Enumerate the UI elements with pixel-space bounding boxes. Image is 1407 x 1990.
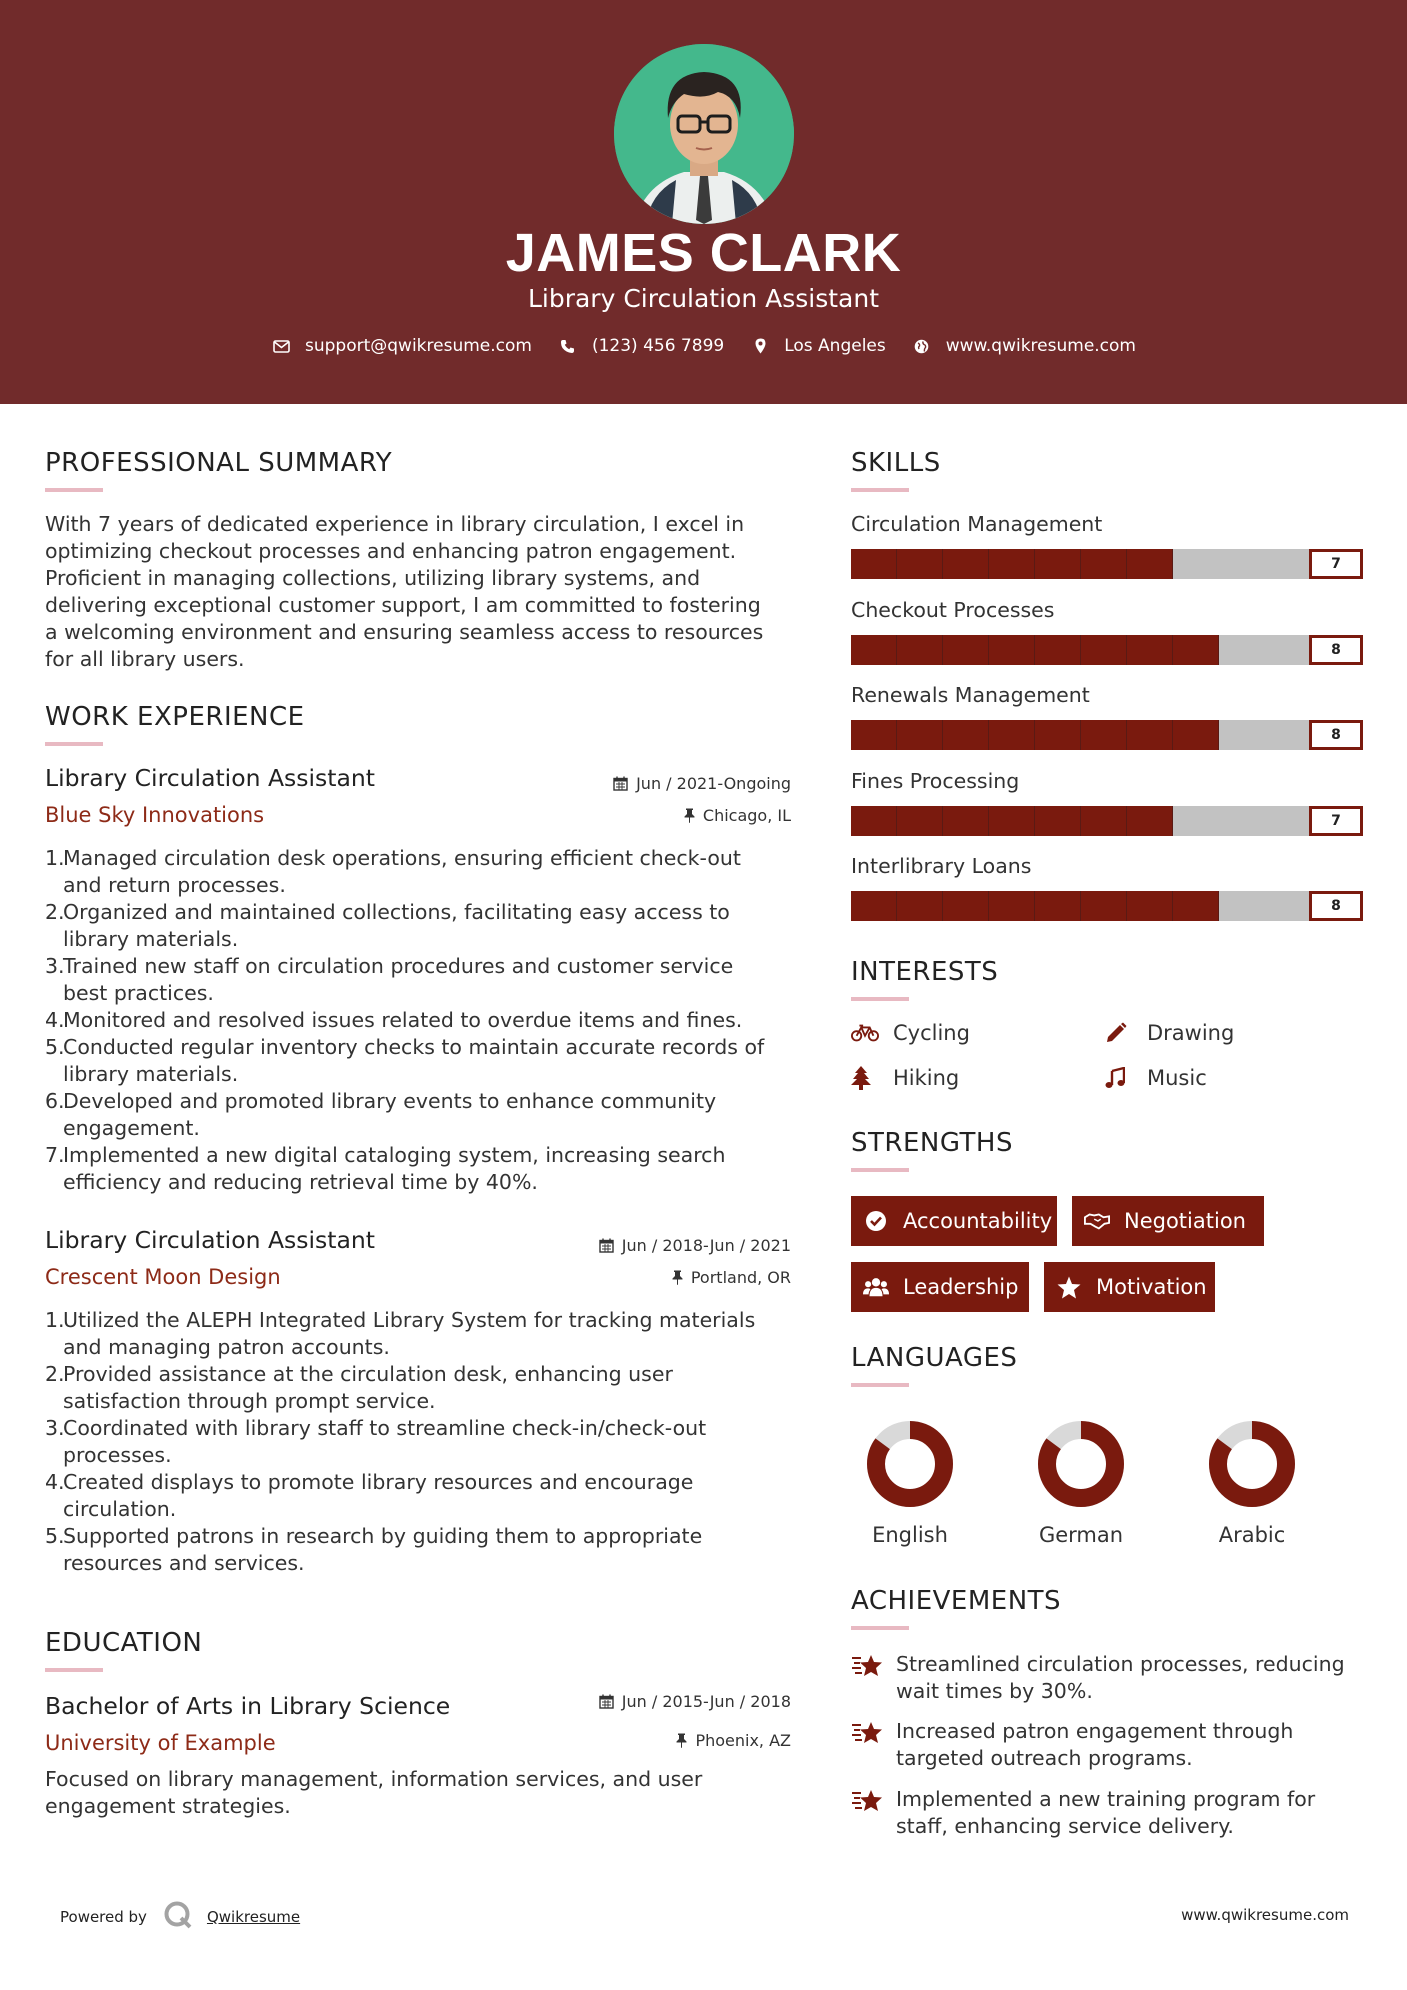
- summary-line: delivering exceptional customer support, I am committed to fostering: [45, 593, 761, 617]
- footer-website[interactable]: www.qwikresume.com: [1181, 1906, 1349, 1924]
- bicycle-icon: [851, 1019, 879, 1047]
- interest-music: [1105, 1064, 1207, 1092]
- powered-by-text: Powered by: [60, 1908, 147, 1926]
- strength-label: Negotiation: [1124, 1209, 1246, 1233]
- skill-level-segment: [1173, 720, 1219, 750]
- interest-label: Music: [1147, 1066, 1207, 1090]
- profile-photo: [614, 44, 794, 224]
- qwikresume-link[interactable]: Qwikresume: [206, 1908, 301, 1926]
- language-name: German: [1038, 1523, 1124, 1547]
- envelope-icon: [271, 336, 291, 356]
- skills-heading-underline: [851, 488, 909, 492]
- skill-level-segment: [897, 806, 943, 836]
- contact-website-text: www.qwikresume.com: [945, 336, 1136, 356]
- achievement-item: Streamlined circulation processes, reducing wait times by 30%.: [896, 1652, 1345, 1703]
- skill-name: Renewals Management: [851, 683, 1090, 707]
- calendar-icon: [613, 776, 628, 791]
- list-item: 7. Implemented a new digital cataloging system, increasing search efficiency and reducing retrieval time by 40%.: [45, 1143, 726, 1194]
- skill-level-segment: [1127, 635, 1173, 665]
- language-name: English: [872, 1523, 948, 1547]
- job-location-text: Chicago, IL: [702, 806, 791, 825]
- tree-icon: [851, 1064, 879, 1092]
- skill-level-segment: [943, 635, 989, 665]
- skill-level-segment: [1173, 635, 1219, 665]
- language-name: Arabic: [1218, 1523, 1286, 1547]
- interest-cycling: [851, 1019, 970, 1047]
- experience-heading-underline: [45, 742, 103, 746]
- list-item: 3. Coordinated with library staff to streamline check-in/check-out processes.: [45, 1416, 707, 1467]
- experience-heading: WORK EXPERIENCE: [45, 702, 305, 732]
- education-dates: [500, 1692, 791, 1711]
- contact-location: [750, 336, 886, 356]
- interests-heading-underline: [851, 997, 909, 1001]
- pencil-icon: [1105, 1019, 1133, 1047]
- skill-level-segment: [1173, 891, 1219, 921]
- job-company: Blue Sky Innovations: [45, 803, 265, 827]
- job-location: [500, 806, 791, 825]
- contact-phone[interactable]: [558, 336, 724, 356]
- skill-level-segment: [851, 635, 897, 665]
- check-circle-icon: [863, 1208, 889, 1234]
- job-duties-list: [45, 845, 805, 1196]
- star-icon: [1056, 1274, 1082, 1300]
- strength-label: Motivation: [1096, 1275, 1207, 1299]
- summary-line: optimizing checkout processes and enhancing patron engagement.: [45, 539, 737, 563]
- skill-level-segment: [897, 549, 943, 579]
- skill-level-segment: [1035, 549, 1081, 579]
- handshake-icon: [1084, 1208, 1110, 1234]
- pushpin-icon: [676, 1733, 687, 1748]
- footer-powered-by: [60, 1900, 300, 1934]
- skill-name: Interlibrary Loans: [851, 854, 1032, 878]
- interest-label: Hiking: [893, 1066, 960, 1090]
- contact-bar: [0, 336, 1407, 356]
- candidate-name: JAMES CLARK: [505, 223, 902, 283]
- job-dates: [500, 1236, 791, 1255]
- skill-level-segment: [897, 720, 943, 750]
- contact-email-text: support@qwikresume.com: [305, 336, 532, 356]
- list-item: 1. Managed circulation desk operations, ensuring efficient check-out and return processes.: [45, 846, 741, 897]
- skill-level-bar: [851, 806, 1363, 836]
- map-pin-icon: [750, 336, 770, 356]
- achievement-item: Implemented a new training program for staff, enhancing service delivery.: [896, 1787, 1316, 1838]
- skill-level-segment: [1081, 635, 1127, 665]
- interest-label: Cycling: [893, 1021, 970, 1045]
- skill-level-segment: [989, 720, 1035, 750]
- strength-accountability: [851, 1196, 1057, 1246]
- achievements-heading-underline: [851, 1626, 909, 1630]
- interest-drawing: [1105, 1019, 1234, 1047]
- skill-level-segment: [851, 806, 897, 836]
- skill-level-segment: [989, 806, 1035, 836]
- list-item: 5. Supported patrons in research by guiding them to appropriate resources and services.: [45, 1524, 703, 1575]
- job-location-text: Portland, OR: [690, 1268, 791, 1287]
- languages-heading-underline: [851, 1383, 909, 1387]
- summary-text: [45, 511, 805, 673]
- interests-heading: INTERESTS: [851, 957, 999, 987]
- globe-icon: [912, 336, 932, 356]
- degree-title: Bachelor of Arts in Library Science: [45, 1692, 451, 1720]
- list-item: 2. Provided assistance at the circulation desk, enhancing user satisfaction through prompt service.: [45, 1362, 673, 1413]
- skill-level-bar: [851, 720, 1363, 750]
- list-item: 4. Created displays to promote library resources and encourage circulation.: [45, 1470, 694, 1521]
- summary-line: for all library users.: [45, 647, 245, 671]
- job-location: [500, 1268, 791, 1287]
- trophy-star-icon: [851, 1652, 885, 1682]
- contact-location-text: Los Angeles: [784, 336, 886, 356]
- skill-level-segment: [943, 806, 989, 836]
- skill-level-badge: 8: [1309, 720, 1363, 750]
- pushpin-icon: [684, 808, 695, 823]
- skill-level-segment: [943, 891, 989, 921]
- skills-heading: SKILLS: [851, 448, 941, 478]
- strength-label: Accountability: [903, 1209, 1053, 1233]
- skill-level-segment: [1081, 720, 1127, 750]
- summary-line: a welcoming environment and ensuring seamless access to resources: [45, 620, 764, 644]
- job-dates: [500, 774, 791, 793]
- header: [0, 0, 1407, 404]
- trophy-star-icon: [851, 1787, 885, 1817]
- skill-level-segment: [1035, 635, 1081, 665]
- skill-level-segment: [851, 891, 897, 921]
- candidate-role: Library Circulation Assistant: [527, 284, 880, 313]
- job-title: Library Circulation Assistant: [45, 764, 376, 792]
- skill-level-segment: [989, 635, 1035, 665]
- summary-heading-underline: [45, 488, 103, 492]
- skill-level-segment: [1127, 720, 1173, 750]
- skill-level-segment: [989, 549, 1035, 579]
- skill-level-badge: 8: [1309, 635, 1363, 665]
- calendar-icon: [599, 1694, 614, 1709]
- skill-name: Fines Processing: [851, 768, 1020, 793]
- summary-line: Proficient in managing collections, utilizing library systems, and: [45, 566, 701, 590]
- trophy-star-icon: [851, 1719, 885, 1749]
- job-duties-list: [45, 1307, 805, 1577]
- list-item: 1. Utilized the ALEPH Integrated Library System for tracking materials and managing patron accounts.: [45, 1308, 756, 1359]
- skill-name: Circulation Management: [851, 512, 1103, 536]
- skill-level-segment: [1081, 891, 1127, 921]
- music-note-icon: [1105, 1064, 1133, 1092]
- achievement-item: Increased patron engagement through targeted outreach programs.: [896, 1719, 1294, 1770]
- job-dates-text: Jun / 2021-Ongoing: [636, 774, 791, 793]
- strength-leadership: [851, 1262, 1029, 1312]
- summary-heading: PROFESSIONAL SUMMARY: [45, 448, 393, 478]
- skill-level-segment: [943, 720, 989, 750]
- skill-level-segment: [943, 549, 989, 579]
- summary-line: With 7 years of dedicated experience in library circulation, I excel in: [45, 512, 745, 536]
- skill-level-segment: [1081, 549, 1127, 579]
- skill-name: Checkout Processes: [851, 597, 1055, 622]
- skill-level-segment: [1127, 549, 1173, 579]
- education-heading-underline: [45, 1668, 103, 1672]
- job-dates-text: Jun / 2018-Jun / 2021: [621, 1236, 791, 1255]
- strength-label: Leadership: [903, 1275, 1019, 1299]
- achievements-heading: ACHIEVEMENTS: [851, 1586, 1062, 1616]
- language-proficiency-ring: [1207, 1419, 1297, 1509]
- school-name: University of Example: [45, 1731, 276, 1755]
- skill-level-bar: [851, 891, 1363, 921]
- skill-level-bar: [851, 635, 1363, 665]
- education-location-text: Phoenix, AZ: [695, 1731, 791, 1750]
- education-location: [500, 1731, 791, 1750]
- list-item: 5. Conducted regular inventory checks to maintain accurate records of library materials.: [45, 1035, 765, 1086]
- education-dates-text: Jun / 2015-Jun / 2018: [621, 1692, 791, 1711]
- contact-website[interactable]: [912, 336, 1136, 356]
- list-item: 6. Developed and promoted library events to enhance community engagement.: [45, 1089, 717, 1140]
- skill-level-badge: 7: [1309, 549, 1363, 579]
- qwikresume-logo-icon: [163, 1900, 193, 1934]
- strengths-heading: STRENGTHS: [851, 1128, 1013, 1158]
- skill-level-segment: [1127, 806, 1173, 836]
- skill-level-segment: [851, 549, 897, 579]
- interest-hiking: [851, 1064, 959, 1092]
- education-description: Focused on library management, information services, and user engagement strategies.: [45, 1767, 703, 1818]
- languages-heading: LANGUAGES: [851, 1343, 1018, 1373]
- skill-level-segment: [897, 635, 943, 665]
- job-title: Library Circulation Assistant: [45, 1226, 376, 1254]
- skill-level-segment: [1035, 891, 1081, 921]
- pushpin-icon: [672, 1270, 683, 1285]
- skill-level-segment: [1035, 806, 1081, 836]
- language-proficiency-ring: [1036, 1419, 1126, 1509]
- strengths-heading-underline: [851, 1168, 909, 1172]
- skill-level-badge: 8: [1309, 891, 1363, 921]
- skill-level-badge: 7: [1309, 806, 1363, 836]
- strength-motivation: [1044, 1262, 1215, 1312]
- skill-level-segment: [897, 891, 943, 921]
- contact-email[interactable]: [271, 336, 532, 356]
- skill-level-segment: [1081, 806, 1127, 836]
- list-item: 4. Monitored and resolved issues related to overdue items and fines.: [45, 1008, 743, 1032]
- calendar-icon: [599, 1238, 614, 1253]
- education-heading: EDUCATION: [45, 1628, 203, 1658]
- interest-label: Drawing: [1147, 1021, 1235, 1045]
- skill-level-segment: [851, 720, 897, 750]
- contact-phone-text: (123) 456 7899: [591, 336, 725, 356]
- job-company: Crescent Moon Design: [45, 1265, 281, 1289]
- list-item: 3. Trained new staff on circulation procedures and customer service best practices.: [45, 954, 734, 1005]
- skill-level-bar: [851, 549, 1363, 579]
- users-icon: [863, 1274, 889, 1300]
- strength-negotiation: [1072, 1196, 1264, 1246]
- language-proficiency-ring: [865, 1419, 955, 1509]
- skill-level-segment: [989, 891, 1035, 921]
- skill-level-segment: [1035, 720, 1081, 750]
- skill-level-segment: [1127, 891, 1173, 921]
- list-item: 2. Organized and maintained collections, facilitating easy access to library materials.: [45, 900, 730, 951]
- phone-icon: [558, 336, 578, 356]
